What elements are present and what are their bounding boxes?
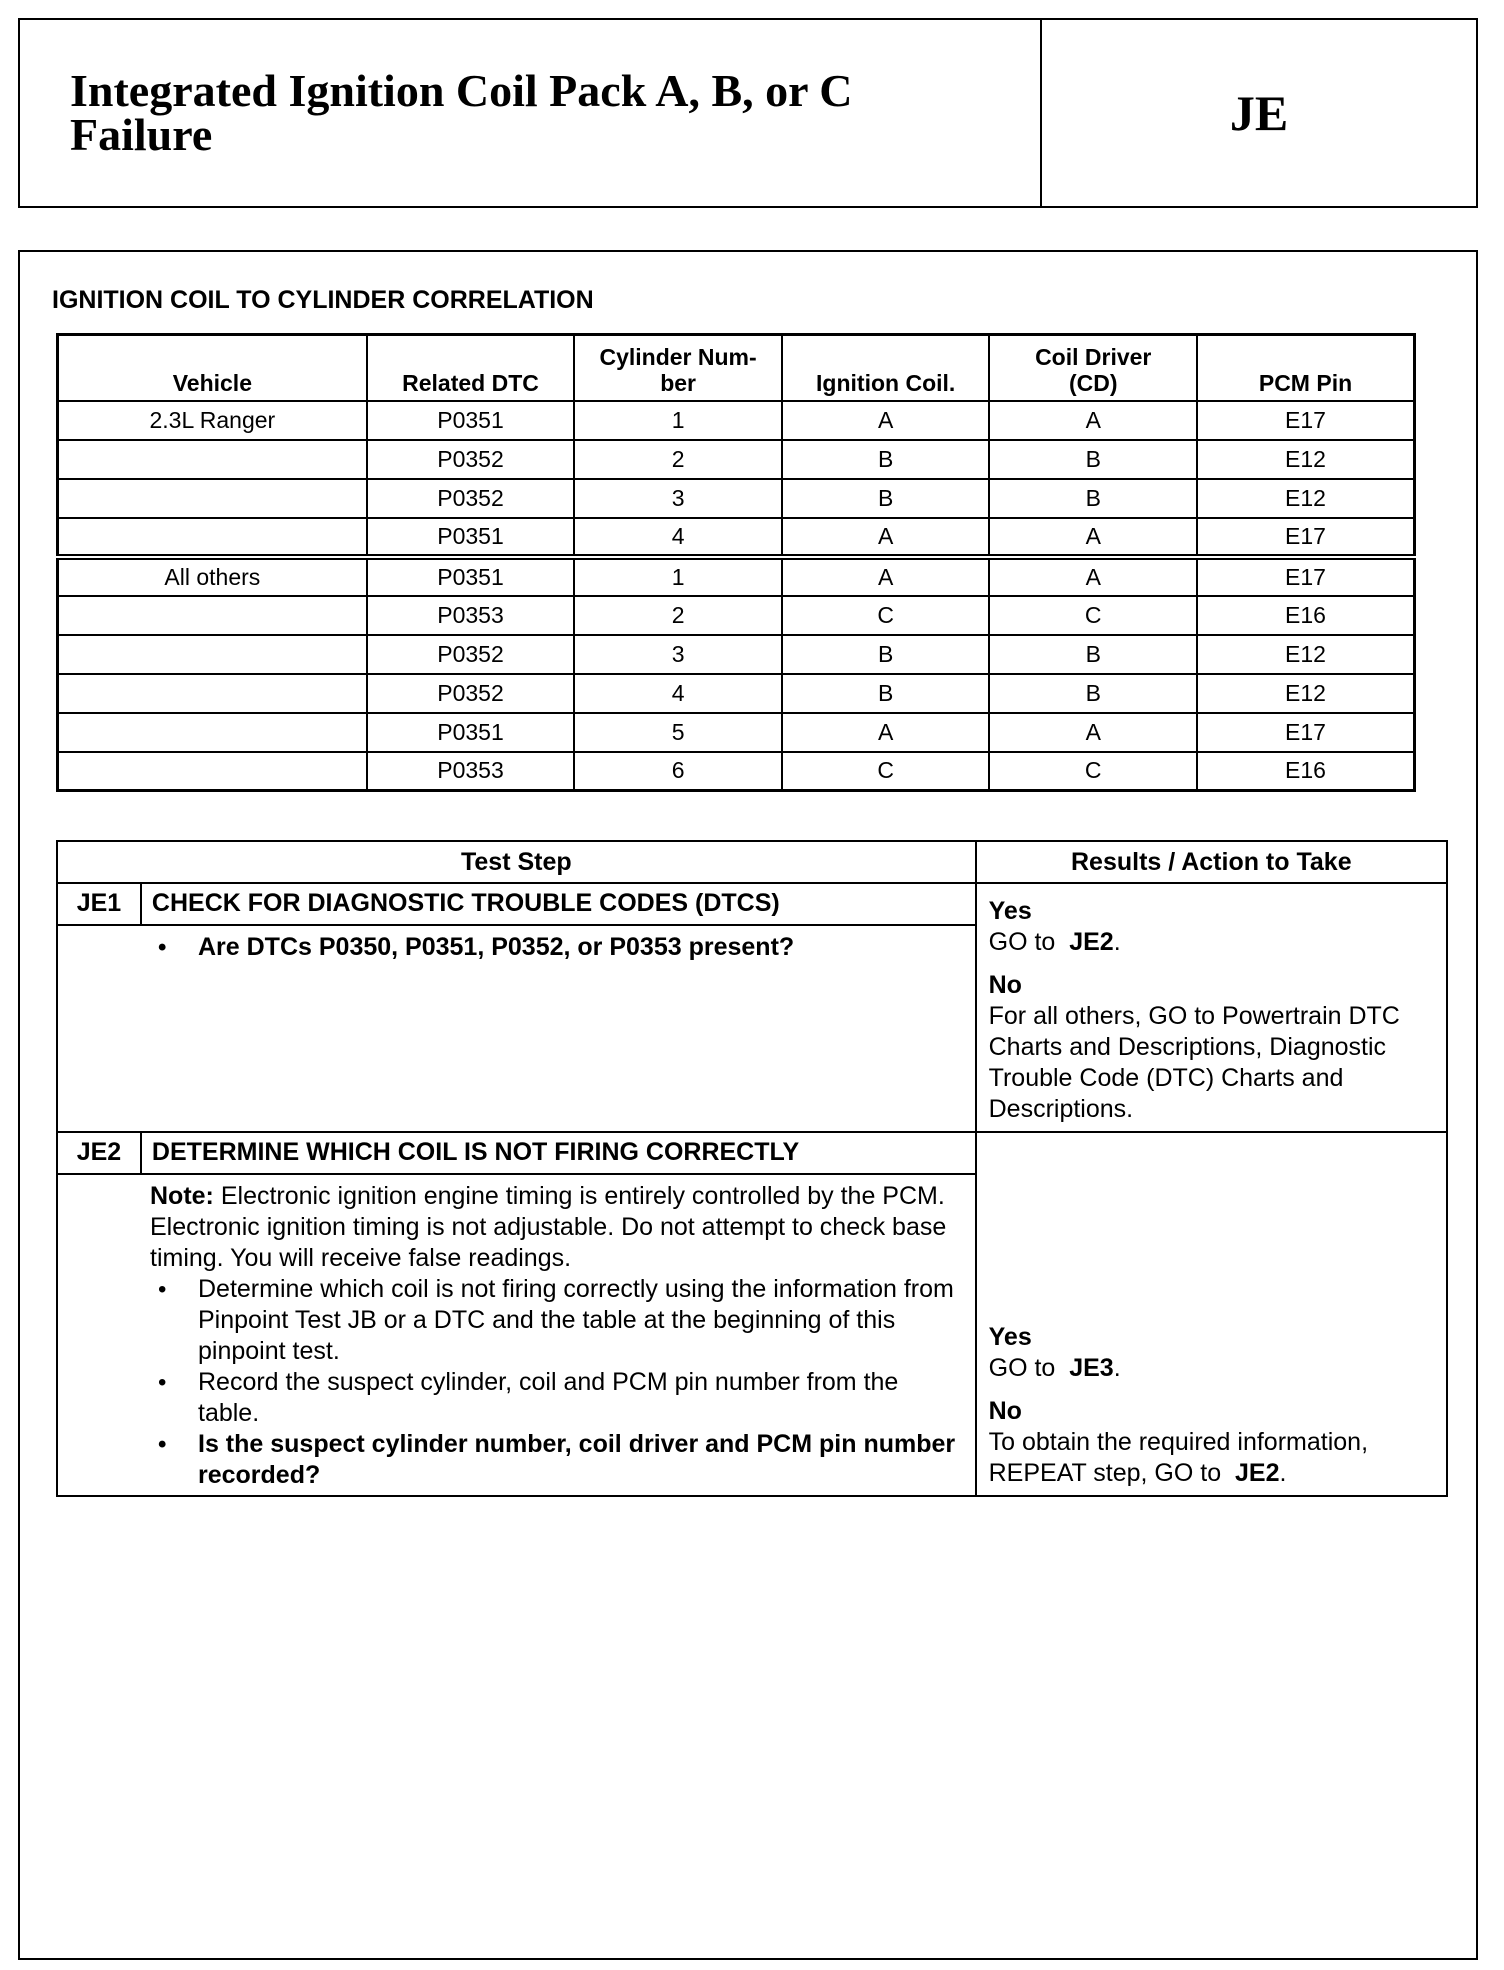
cell-coil-driver: C [989,752,1197,791]
cell-vehicle [58,635,367,674]
cell-cylinder-number: 5 [574,713,782,752]
cell-related-dtc: P0352 [367,635,575,674]
cell-vehicle [58,713,367,752]
cell-ignition-coil: B [782,674,990,713]
cell-vehicle [58,518,367,557]
cell-pcm-pin: E12 [1197,440,1415,479]
no-action: To obtain the required information, REPEAT step, GO to JE2. [988,1428,1369,1487]
cell-cylinder-number: 2 [574,440,782,479]
cell-pcm-pin: E12 [1197,479,1415,518]
col-header-ignition-coil: Ignition Coil. [782,335,990,401]
cell-coil-driver: B [989,674,1197,713]
cell-pcm-pin: E17 [1197,401,1415,440]
cell-coil-driver: B [989,479,1197,518]
cell-coil-driver: B [989,440,1197,479]
cell-pcm-pin: E16 [1197,596,1415,635]
cell-related-dtc: P0351 [367,518,575,557]
cell-ignition-coil: A [782,557,990,596]
cell-ignition-coil: C [782,752,990,791]
cell-ignition-coil: B [782,440,990,479]
cell-coil-driver: A [989,401,1197,440]
yes-text: GO to [988,1354,1056,1382]
table-row [58,713,1415,752]
cell-vehicle [58,674,367,713]
cell-coil-driver: A [989,713,1197,752]
step-je2-body [57,1174,976,1496]
test-step-table [56,840,1448,1497]
table-row [58,518,1415,557]
table-row [58,635,1415,674]
step-reference-link[interactable]: JE3 [1069,1354,1114,1382]
cell-pcm-pin: E17 [1197,557,1415,596]
correlation-table-title: IGNITION COIL TO CYLINDER CORRELATION [52,286,594,314]
step-reference-link[interactable]: JE2 [1235,1459,1280,1487]
cell-cylinder-number: 2 [574,596,782,635]
correlation-table-body [58,401,1415,791]
col-header-cylinder-number-line1: Cylinder Num- [599,343,757,370]
correlation-table [56,333,1416,792]
col-header-coil-driver-line1: Coil Driver [1035,343,1152,370]
table-row [58,752,1415,791]
cell-cylinder-number: 1 [574,401,782,440]
section-code: JE [1229,85,1289,141]
table-row [58,440,1415,479]
step-title: CHECK FOR DIAGNOSTIC TROUBLE CODES (DTCS) [141,883,976,925]
step-id: JE1 [57,883,141,925]
cell-related-dtc: P0352 [367,440,575,479]
cell-vehicle: All others [58,557,367,596]
col-header-coil-driver [989,335,1197,401]
yes-action: GO to JE3. [988,1354,1121,1382]
no-label: No [988,971,1022,999]
table-row [58,596,1415,635]
header-box [18,18,1478,208]
cell-cylinder-number: 4 [574,674,782,713]
col-header-related-dtc: Related DTC [367,335,575,401]
yes-text: GO to [988,928,1056,956]
title-line-2: Failure [70,109,213,160]
col-header-cylinder-number-line2: ber [660,369,696,396]
step-je2-title-row [57,1132,1447,1174]
cell-vehicle [58,596,367,635]
step-je1-results [976,883,1447,1132]
no-action: For all others, GO to Powertrain DTC Charts and Descriptions, Diagnostic Trouble Code (DTC) Charts and Descriptions. [988,1002,1400,1123]
table-row [58,557,1415,596]
no-label: No [988,1397,1022,1425]
cell-ignition-coil: A [782,713,990,752]
cell-cylinder-number: 6 [574,752,782,791]
cell-coil-driver: C [989,596,1197,635]
cell-ignition-coil: B [782,635,990,674]
table-row [58,674,1415,713]
cell-pcm-pin: E12 [1197,635,1415,674]
test-header-row [57,841,1447,883]
cell-ignition-coil: A [782,401,990,440]
question-bullet: • Are DTCs P0350, P0351, P0352, or P0353 present? [154,932,957,963]
col-header-results: Results / Action to Take [976,841,1447,883]
cell-cylinder-number: 3 [574,479,782,518]
yes-label: Yes [988,1323,1032,1351]
cell-pcm-pin: E17 [1197,713,1415,752]
cell-vehicle [58,440,367,479]
cell-cylinder-number: 3 [574,635,782,674]
cell-related-dtc: P0352 [367,674,575,713]
cell-vehicle: 2.3L Ranger [58,401,367,440]
correlation-header-row [58,335,1415,401]
step-reference-link[interactable]: JE2 [1069,928,1114,956]
step-je2-results [976,1132,1447,1496]
col-header-vehicle: Vehicle [58,335,367,401]
page-title [20,20,1042,206]
no-text: To obtain the required information, REPEAT step, GO to [988,1428,1369,1487]
cell-pcm-pin: E17 [1197,518,1415,557]
col-header-test-step: Test Step [57,841,976,883]
cell-pcm-pin: E16 [1197,752,1415,791]
step-je1-title-row [57,883,1447,925]
col-header-pcm-pin: PCM Pin [1197,335,1415,401]
instruction-bullet: • Record the suspect cylinder, coil and PCM pin number from the table. [154,1367,957,1429]
cell-ignition-coil: C [782,596,990,635]
cell-ignition-coil: B [782,479,990,518]
table-row [58,401,1415,440]
step-id: JE2 [57,1132,141,1174]
cell-related-dtc: P0351 [367,401,575,440]
cell-coil-driver: A [989,518,1197,557]
yes-action: GO to JE2. [988,928,1121,956]
cell-vehicle [58,752,367,791]
cell-related-dtc: P0351 [367,713,575,752]
cell-related-dtc: P0353 [367,752,575,791]
step-je1-body [57,925,976,1132]
cell-ignition-coil: A [782,518,990,557]
cell-coil-driver: A [989,557,1197,596]
question-bullet: • Is the suspect cylinder number, coil driver and PCM pin number recorded? [154,1429,957,1491]
step-title: DETERMINE WHICH COIL IS NOT FIRING CORRECTLY [141,1132,976,1174]
yes-label: Yes [988,897,1032,925]
note-label: Note: [150,1182,214,1210]
cell-cylinder-number: 4 [574,518,782,557]
instruction-bullet: • Determine which coil is not firing correctly using the information from Pinpoint Test JB or a DTC and the table at the beginning of this pinpoint test. [154,1274,957,1367]
cell-vehicle [58,479,367,518]
col-header-cylinder-number [574,335,782,401]
cell-related-dtc: P0352 [367,479,575,518]
cell-related-dtc: P0353 [367,596,575,635]
note-paragraph [150,1181,957,1274]
title-line-1: Integrated Ignition Coil Pack A, B, or C [70,65,853,116]
cell-coil-driver: B [989,635,1197,674]
cell-pcm-pin: E12 [1197,674,1415,713]
cell-cylinder-number: 1 [574,557,782,596]
cell-related-dtc: P0351 [367,557,575,596]
note-text: Electronic ignition engine timing is entirely controlled by the PCM. Electronic ignition timing is not adjustable. Do not attempt to check base timing. You will receive false readings. [150,1182,947,1272]
col-header-coil-driver-line2: (CD) [1068,369,1118,396]
table-row [58,479,1415,518]
